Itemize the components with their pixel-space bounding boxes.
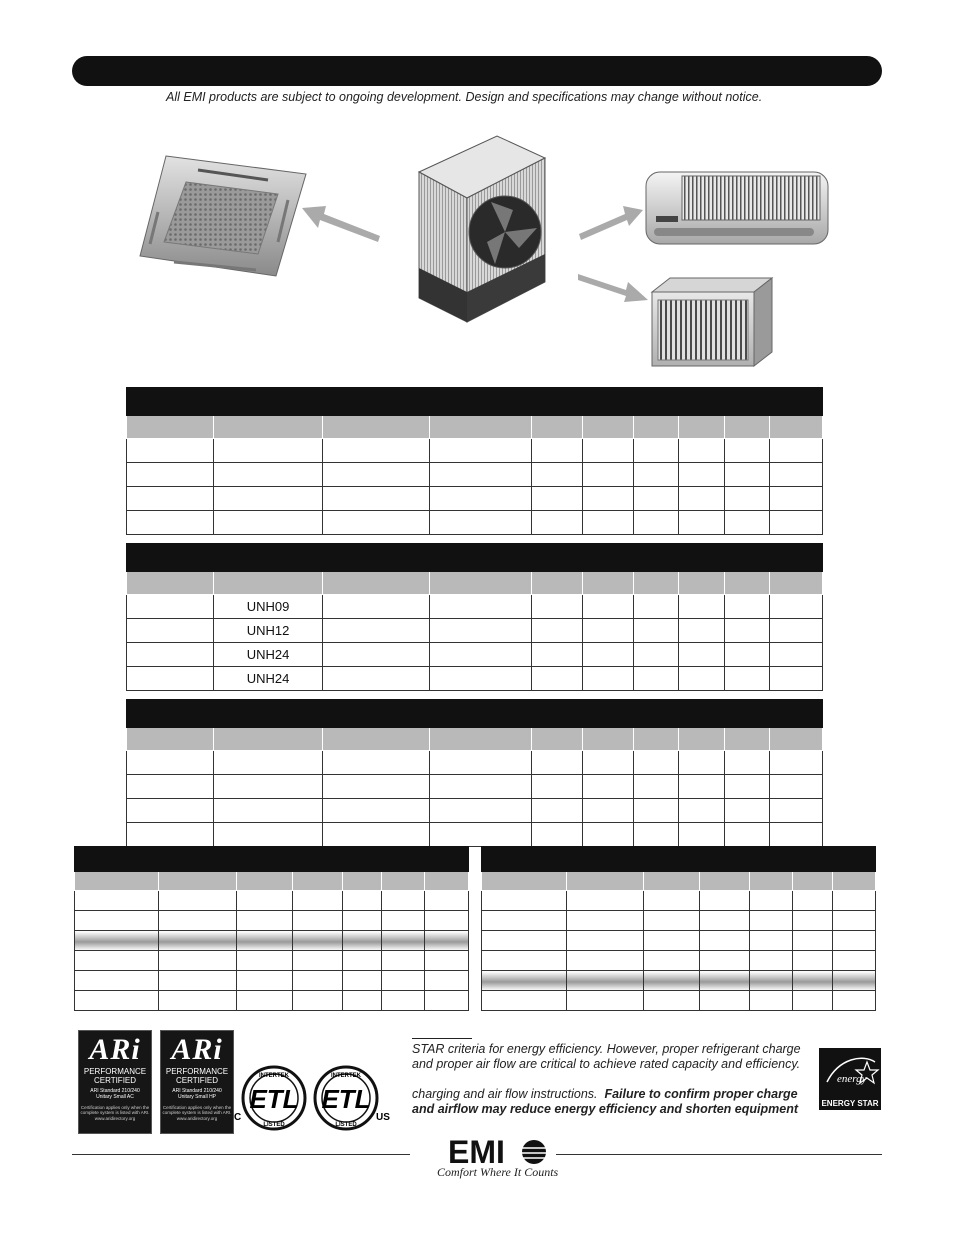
energy-note: STAR criteria for energy efficiency. However, proper refrigerant charge and proper air flow are critical to achieve rated capacity and efficiency. charging and air flow instructions. Failure to confirm proper charge and airflow may reduce energy efficiency and shorten equipment [412,1042,801,1116]
table-row [75,991,469,1011]
svg-text:energy: energy [837,1073,867,1085]
table-row [127,643,823,667]
spec-table-2 [126,543,823,691]
svg-text:INTERTEK: INTERTEK [259,1073,289,1079]
svg-text:C: C [234,1112,242,1123]
table-row [75,911,469,931]
table-subheader-row [127,728,823,751]
table-row [127,595,823,619]
table-row [127,463,823,487]
spec-table-4 [74,846,469,1011]
disclaimer-text: All EMI products are subject to ongoing development. Design and specifications may change without notice. [166,90,763,104]
svg-text:US: US [376,1112,390,1123]
console-unit-image [650,276,774,368]
spec-table-3 [126,699,823,847]
table-row [127,667,823,691]
table-row [75,951,469,971]
svg-text:ETL: ETL [321,1084,371,1114]
table-row [482,891,876,911]
etl-listed-us-mark [310,1064,400,1136]
table-row [127,487,823,511]
footer-rule-left [72,1154,410,1155]
spec-table-1 [126,387,823,535]
table-header-row [127,544,823,572]
table-subheader-row [127,572,823,595]
table-header-row [127,700,823,728]
energy-star-logo: energy ENERGY STAR [819,1048,881,1110]
svg-text:INTERTEK: INTERTEK [331,1073,361,1079]
footer-rule-right [556,1154,882,1155]
table-row [75,931,469,951]
table-header-row [75,847,469,872]
table-row [482,911,876,931]
table-row [127,823,823,847]
svg-text:EMI: EMI [448,1136,505,1166]
model-code-cell: UNH12 [214,619,323,643]
table-row [127,799,823,823]
table-subheader-row [75,872,469,891]
spec-table-5 [481,846,876,1011]
table-row [127,511,823,535]
wall-mount-unit-image [644,170,830,246]
table-row [75,891,469,911]
table-row [75,971,469,991]
svg-text:LISTED: LISTED [335,1122,357,1128]
table-row [127,619,823,643]
ari-logo: ARi [89,1033,141,1066]
ari-certified-hp-badge: ARi PERFORMANCE CERTIFIED ARI Standard 210/240 Unitary Small HP Certification applies only when the complete system is listed with ARI. www.aridirectory.org [160,1030,234,1134]
etl-listed-c-mark [234,1064,310,1136]
ari-certified-ac-badge: ARi PERFORMANCE CERTIFIED ARI Standard 210/240 Unitary Small AC Certification applies only when the complete system is listed with ARI. www.aridirectory.org [78,1030,152,1134]
table-header-row [127,388,823,416]
table-row [482,931,876,951]
ari-logo: ARi [171,1033,223,1066]
table-header-row [482,847,876,872]
model-code-cell: UNH24 [214,667,323,691]
model-code-cell: UNH09 [214,595,323,619]
ceiling-cassette-image [138,152,310,282]
star-icon [819,1048,881,1096]
outdoor-condenser-image [415,132,547,328]
table-row [127,439,823,463]
emi-logo [446,1136,550,1166]
model-code-cell: UNH24 [214,643,323,667]
table-row [127,751,823,775]
title-bar [72,56,882,86]
table-subheader-row [482,872,876,891]
table-row [482,971,876,991]
table-row [127,775,823,799]
arrow-down-right-icon [576,268,650,304]
arrow-left-icon [300,200,386,244]
table-row [482,991,876,1011]
table-row [482,951,876,971]
arrow-right-icon [575,200,645,240]
table-subheader-row [127,416,823,439]
tagline: Comfort Where It Counts [437,1165,559,1179]
svg-text:LISTED: LISTED [263,1122,285,1128]
svg-text:ETL: ETL [249,1084,299,1114]
